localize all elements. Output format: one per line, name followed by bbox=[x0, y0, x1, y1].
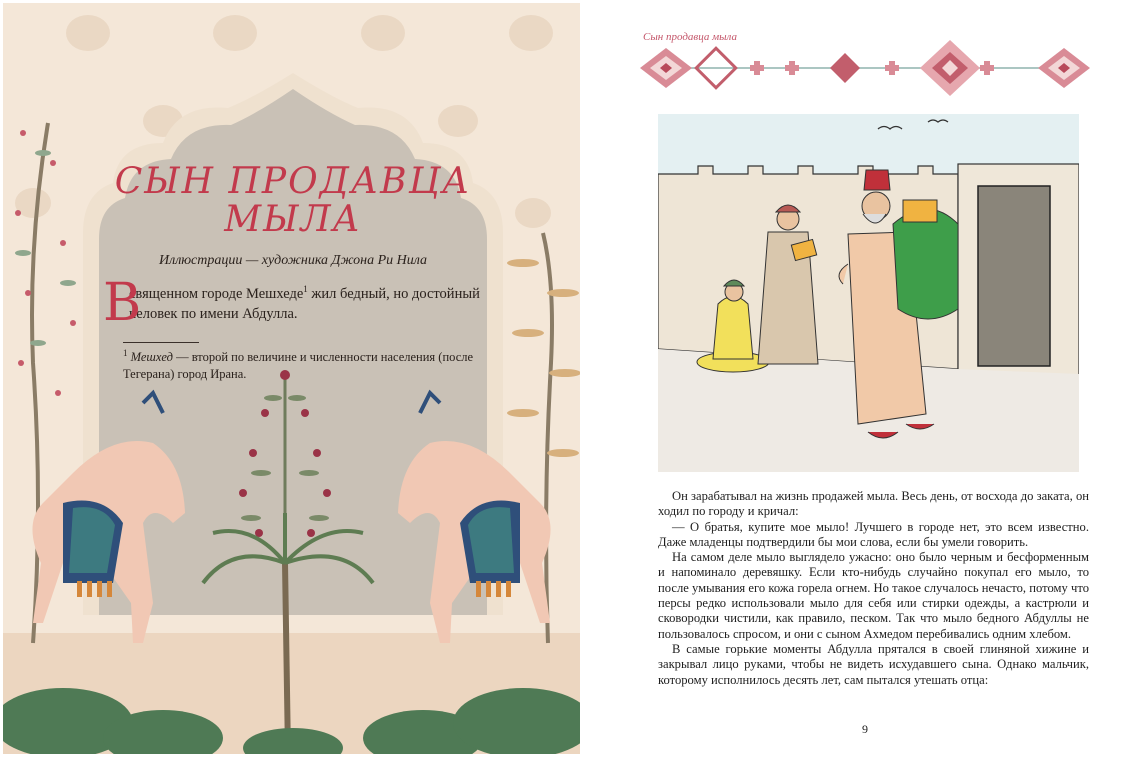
paragraph: На самом деле мыло выглядело ужасно: оно было черным и бесформенным и напоминало деревяшку. Если кто-нибудь случайно покупал его мыло, то после умывания его кожа горела огнем. Но такое случалось нечасто, потому что персы редко использовали мыло для себя или стирки одежды, а кастрюли и сковородки чистили, как правило, песком. Так что мыло бедного Абдуллы не пользовалось спросом, и они с сыном Ахмедом перебивались одним хлебом. bbox=[658, 550, 1089, 641]
header-ornament bbox=[640, 40, 1090, 100]
footnote-ref[interactable]: 1 bbox=[303, 284, 308, 294]
paragraph: — О братья, купите мое мыло! Лучшего в городе нет, это всем известно. Даже младенцы подтвердили бы мои слова, если бы умели говорить. bbox=[658, 519, 1089, 549]
paragraph: В самые горькие моменты Абдулла прятался в своей глиняной хижине и закрывал лицо руками, чтобы не видеть исхудавшего сына. Однако мальчик, которому исполнилось десять лет, сам пытался утешать отца: bbox=[658, 641, 1089, 687]
footnote-rule bbox=[123, 342, 199, 343]
drop-cap: В bbox=[103, 273, 142, 333]
lead-text-b: жил бедный, но достойный человек по имени Абдулла. bbox=[129, 285, 480, 322]
running-head: Сын продавца мыла bbox=[643, 31, 737, 43]
paragraph: Он зарабатывал на жизнь продажей мыла. Весь день, от восхода до заката, он ходил по городу и кричал: bbox=[658, 489, 1089, 519]
footnote bbox=[103, 345, 483, 383]
lead-text-a: священном городе Мешхеде bbox=[129, 285, 304, 302]
chapter-title-line2: МЫЛА bbox=[224, 199, 362, 240]
chapter-title-line1: СЫН ПРОДАВЦА bbox=[114, 161, 472, 202]
footnote-text: — второй по величине и численности населения (после Тегерана) город Ирана. bbox=[123, 349, 474, 381]
right-page bbox=[600, 0, 1123, 757]
lead-paragraph bbox=[103, 273, 483, 333]
story-illustration bbox=[658, 114, 1079, 472]
ornament-diamond-left bbox=[640, 48, 692, 88]
chapter-title bbox=[103, 163, 483, 239]
ornament-diamond-right bbox=[1038, 48, 1090, 88]
illustrator-credit: Иллюстрации — художника Джона Ри Нила bbox=[158, 253, 428, 268]
footnote-marker: 1 bbox=[123, 347, 128, 358]
story-text bbox=[658, 489, 1089, 688]
footnote-term: Мешхед bbox=[130, 349, 173, 364]
page-number: 9 bbox=[862, 722, 868, 736]
chapter-opening bbox=[103, 163, 483, 383]
doorway bbox=[978, 186, 1050, 366]
left-page bbox=[3, 3, 580, 754]
